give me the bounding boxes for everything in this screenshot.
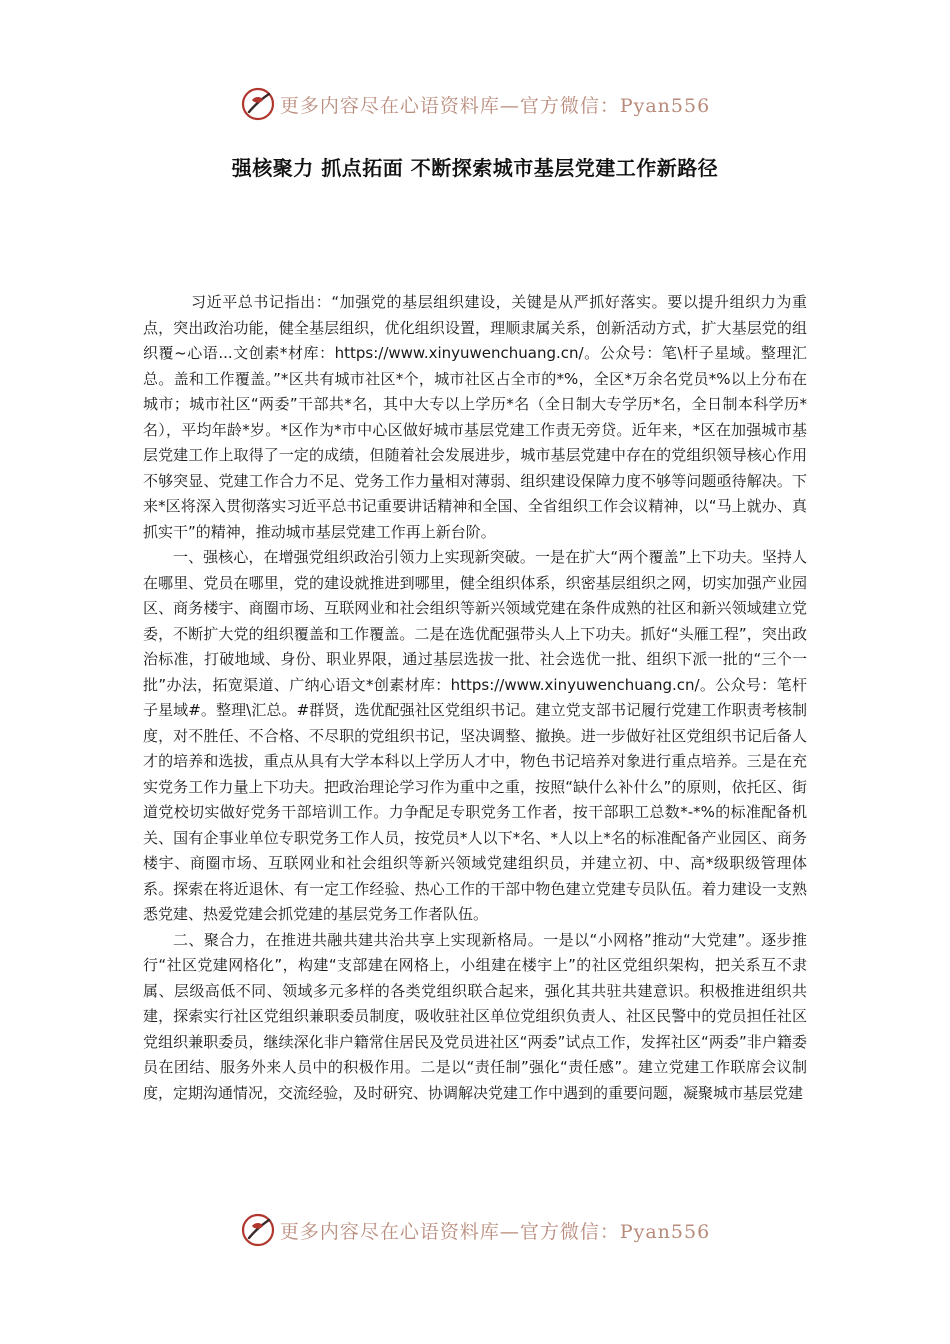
logo-icon (240, 86, 276, 122)
paragraph-section-1: 一、强核心，在增强党组织政治引领力上实现新突破。一是在扩大“两个覆盖”上下功夫。坚持人在哪里、党员在哪里，党的建设就推进到哪里，健全组织体系，织密基层组织之网，切实加强产业园区、商务楼宇、商圈市场、互联网业和社会组织等新兴领域党建在条件成熟的社区和新兴领域建立党委，不断扩大党的组织覆盖和工作覆盖。二是在选优配强带头人上下功夫。抓好“头雁工程”，突出政治标准，打破地域、身份、职业界限，通过基层选拔一批、社会选优一批、组织下派一批的“三个一批”办法，拓宽渠道、广纳心语文*创素材库：https://www.xinyuwenchuang.cn/。公众号：笔杆子星域#。整理\汇总。#群贤，选优配强社区党组织书记。建立党支部书记履行党建工作职责考核制度，对不胜任、不合格、不尽职的党组织书记，坚决调整、撤换。进一步做好社区党组织书记后备人才的培养和选拔，重点从具有大学本科以上学历人才中，物色书记培养对象进行重点培养。三是在充实党务工作力量上下功夫。把政治理论学习作为重中之重，按照“缺什么补什么”的原则，依托区、街道党校切实做好党务干部培训工作。力争配足专职党务工作者，按干部职工总数*-*%的标准配备机关、国有企事业单位专职党务工作人员，按党员*人以下*名、*人以上*名的标准配备产业园区、商务楼宇、商圈市场、互联网业和社会组织等新兴领域党建组织员，并建立初、中、高*级职级管理体系。探索在将近退休、有一定工作经验、热心工作的干部中物色建立党建专员队伍。着力建设一支熟悉党建、热爱党建会抓党建的基层党务工作者队伍。 (143, 548, 807, 923)
footer-watermark-banner (0, 1208, 950, 1252)
watermark-text: 更多内容尽在心语资料库—官方微信：Pyan556 (279, 94, 711, 117)
paragraph-intro: 习近平总书记指出：“加强党的基层组织建设，关键是从严抓好落实。要以提升组织力为重点，突出政治功能，健全基层组织，优化组织设置，理顺隶属关系，创新活动方式，扩大基层党的组织覆~心语...文创素*材库：https://www.xinyuwenchuang.cn/。公众号：笔\杆子星域。整理汇总。盖和工作覆盖。”*区共有城市社区*个，城市社区占全市的*%，全区*万余名党员*%以上分布在城市；城市社区“两委”干部共*名，其中大专以上学历*名（全日制大专学历*名，全日制本科学历*名），平均年龄*岁。*区作为*市中心区做好城市基层党建工作责无旁贷。近年来，*区在加强城市基层党建工作上取得了一定的成绩，但随着社会发展进步，城市基层党建中存在的党组织领导核心作用不够突显、党建工作合力不足、党务工作力量相对薄弱、组织建设保障力度不够等问题亟待解决。下来*区将深入贯彻落实习近平总书记重要讲话精神和全国、全省组织工作会议精神，以“马上就办、真抓实干”的精神，推动城市基层党建工作再上新台阶。 (143, 293, 807, 541)
document-body (143, 290, 807, 1106)
paragraph-section-2: 二、聚合力，在推进共融共建共治共享上实现新格局。一是以“小网格”推动“大党建”。逐步推行“社区党建网格化”，构建“支部建在网格上，小组建在楼宇上”的社区党组织架构，把关系互不隶属、层级高低不同、领域多元多样的各类党组织联合起来，强化其共驻共建意识。积极推进组织共建，探索实行社区党组织兼职委员制度，吸收驻社区单位党组织负责人、社区民警中的党员担任社区党组织兼职委员，继续深化非户籍常住居民及党员进社区“两委”试点工作，发挥社区“两委”非户籍委员在团结、服务外来人员中的积极作用。二是以“责任制”强化“责任感”。建立党建工作联席会议制度，定期沟通情况，交流经验，及时研究、协调解决党建工作中遇到的重要问题，凝聚城市基层党建 (143, 930, 807, 1102)
logo-icon (240, 1212, 276, 1248)
header-watermark-banner (0, 82, 950, 126)
watermark-text: 更多内容尽在心语资料库—官方微信：Pyan556 (279, 1220, 711, 1243)
document-title: 强核聚力 抓点拓面 不断探索城市基层党建工作新路径 (231, 156, 719, 180)
